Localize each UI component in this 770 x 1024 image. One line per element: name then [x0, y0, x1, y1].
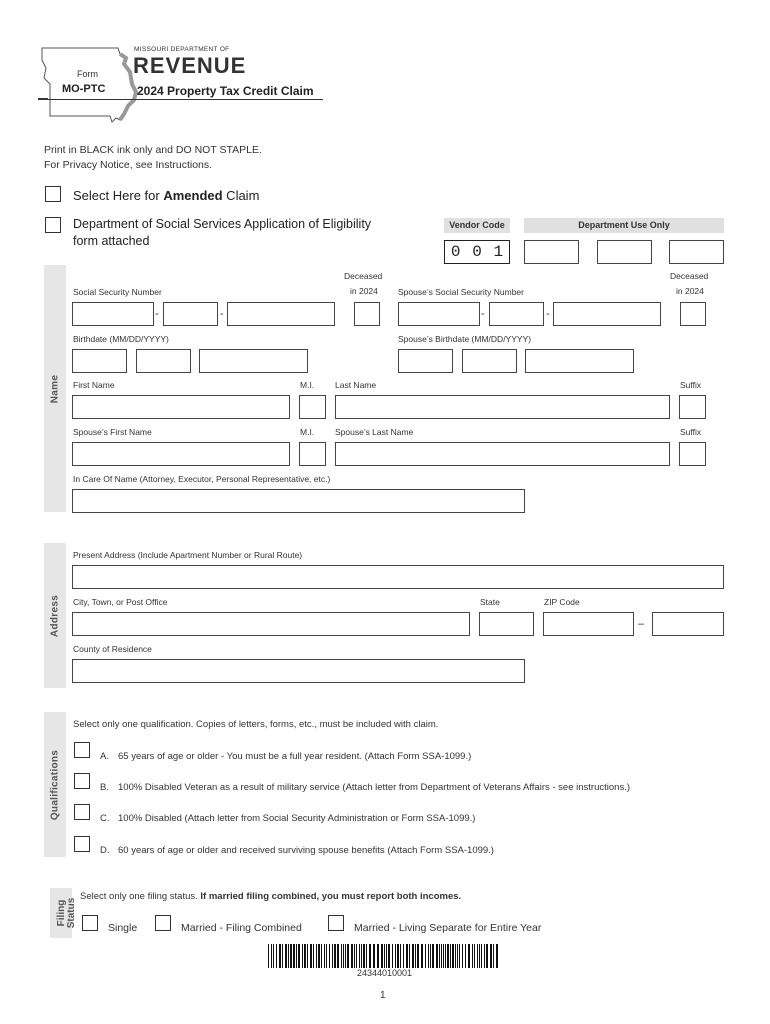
filing-status-label-1: Filing: [55, 899, 67, 927]
ssn-dash: -: [155, 308, 159, 320]
barcode-bar: [296, 944, 297, 968]
state-label: State: [480, 597, 500, 607]
barcode-bar: [468, 944, 470, 968]
birthdate-label: Birthdate (MM/DD/YYYY): [73, 334, 169, 344]
filing-married-separate-label: Married - Living Separate for Entire Year: [354, 922, 542, 934]
zip-label: ZIP Code: [544, 597, 580, 607]
ssn-dash: -: [220, 308, 224, 320]
barcode-bar: [329, 944, 330, 968]
qualification-d-checkbox[interactable]: [74, 836, 90, 852]
amended-label: [73, 188, 259, 203]
barcode-bar: [276, 944, 277, 968]
barcode-bar: [388, 944, 390, 968]
name-section-label: Name: [49, 374, 61, 403]
barcode-bar: [409, 944, 410, 968]
vendor-code-label: Vendor Code: [449, 220, 505, 230]
barcode-bar: [354, 944, 355, 968]
qualification-b-letter: B.: [100, 782, 109, 793]
barcode-bar: [447, 944, 449, 968]
dss-label-line1: Department of Social Services Application of Eligibility: [73, 217, 372, 231]
birthdate-year[interactable]: [199, 349, 308, 373]
barcode-bar: [406, 944, 408, 968]
spouse-ssn-label: Spouse’s Social Security Number: [398, 287, 524, 297]
birthdate-day[interactable]: [136, 349, 191, 373]
barcode-bar: [428, 944, 429, 968]
barcode-bar: [345, 944, 346, 968]
instruction-ink: Print in BLACK ink only and DO NOT STAPLE.: [44, 144, 262, 156]
form-id: MO-PTC: [62, 83, 106, 95]
dss-label-line2: form attached: [73, 234, 150, 248]
barcode-bar: [450, 944, 451, 968]
barcode-bar: [415, 944, 416, 968]
amended-bold: Amended: [163, 188, 223, 203]
state-field[interactable]: [479, 612, 534, 636]
dss-checkbox[interactable]: [45, 217, 61, 233]
barcode-bar: [356, 944, 357, 968]
barcode-bar: [439, 944, 440, 968]
mi-label: M.I.: [300, 380, 315, 390]
city-label: City, Town, or Post Office: [73, 597, 168, 607]
spouse-suffix-field[interactable]: [679, 442, 706, 466]
spouse-mi-label: M.I.: [300, 427, 315, 437]
deceased-label: Deceased: [344, 271, 383, 281]
barcode-bar: [302, 944, 303, 968]
barcode-bar: [373, 944, 375, 968]
spouse-last-name-label: Spouse’s Last Name: [335, 427, 414, 437]
barcode-bar: [425, 944, 426, 968]
spouse-birthdate-day[interactable]: [462, 349, 517, 373]
qualification-d-text: 60 years of age or older and received surviving spouse benefits (Attach Form SSA-1099.): [118, 845, 494, 856]
vendor-digit: 1: [493, 243, 504, 261]
barcode-bar: [436, 944, 438, 968]
barcode-bar: [445, 944, 446, 968]
barcode-bar: [307, 944, 308, 968]
spouse-mi-field[interactable]: [299, 442, 326, 466]
amended-checkbox[interactable]: [45, 186, 61, 202]
barcode-bar: [310, 944, 312, 968]
spouse-ssn-field-1[interactable]: [398, 302, 480, 326]
filing-married-separate-checkbox[interactable]: [328, 915, 344, 931]
barcode-bar: [321, 944, 322, 968]
spouse-suffix-label: Suffix: [680, 427, 702, 437]
barcode-bar: [318, 944, 320, 968]
vendor-digit: 0: [472, 243, 482, 261]
filing-married-combined-label: Married - Filing Combined: [181, 922, 302, 934]
header-rule: [38, 99, 323, 100]
zip-dash: –: [638, 618, 645, 630]
qualifications-intro: Select only one qualification. Copies of letters, forms, etc., must be included with claim.: [73, 719, 439, 730]
barcode-bar: [377, 944, 379, 968]
qualification-a-letter: A.: [100, 751, 109, 762]
barcode-bar: [443, 944, 444, 968]
spouse-birthdate-label: Spouse’s Birthdate (MM/DD/YYYY): [398, 334, 532, 344]
barcode-bar: [384, 944, 385, 968]
barcode-bar: [400, 944, 401, 968]
first-name-label: First Name: [73, 380, 115, 390]
barcode-bar: [395, 944, 396, 968]
barcode-bar: [268, 944, 269, 968]
barcode-bar: [421, 944, 423, 968]
care-of-label: In Care Of Name (Attorney, Executor, Personal Representative, etc.): [73, 474, 331, 484]
barcode-bar: [359, 944, 360, 968]
barcode-bar: [316, 944, 317, 968]
barcode-bar: [366, 944, 367, 968]
barcode-bar: [271, 944, 272, 968]
dept-use-field-2[interactable]: [597, 240, 652, 264]
agency-logo-wordmark: REVENUE: [133, 53, 247, 78]
qualifications-section-tab: [44, 712, 66, 857]
county-label: County of Residence: [73, 644, 152, 654]
filing-status-intro-bold: If married filing combined, you must report both incomes.: [200, 891, 462, 902]
barcode-bar: [412, 944, 414, 968]
barcode-bar: [324, 944, 325, 968]
qualification-a-text: 65 years of age or older - You must be a full year resident. (Attach Form SSA-1099.): [118, 751, 472, 762]
vendor-digit: 0: [450, 243, 461, 261]
suffix-label: Suffix: [680, 380, 702, 390]
barcode-bar: [279, 944, 281, 968]
barcode-bar: [341, 944, 342, 968]
barcode-bar: [459, 944, 460, 968]
present-address-label: Present Address (Include Apartment Number or Rural Route): [73, 550, 303, 560]
qualification-a-checkbox[interactable]: [74, 742, 90, 758]
spouse-deceased-checkbox[interactable]: [680, 302, 706, 326]
address-section-label: Address: [49, 594, 61, 637]
barcode-bar: [490, 944, 492, 968]
barcode-bar: [298, 944, 300, 968]
barcode-bar: [282, 944, 283, 968]
barcode-bar: [477, 944, 478, 968]
barcode-bar: [332, 944, 333, 968]
barcode-bar: [496, 944, 498, 968]
filing-status-intro-plain: Select only one filing status.: [80, 891, 201, 902]
qualification-c-checkbox[interactable]: [74, 804, 90, 820]
header-tick: [38, 98, 48, 100]
ssn-field-2[interactable]: [163, 302, 218, 326]
filing-status-intro: [80, 891, 461, 902]
barcode-bar: [441, 944, 442, 968]
barcode-bar: [361, 944, 362, 968]
city-field[interactable]: [72, 612, 470, 636]
barcode-bar: [397, 944, 399, 968]
suffix-field[interactable]: [679, 395, 706, 419]
spouse-deceased-label-year: in 2024: [676, 286, 704, 296]
county-field[interactable]: [72, 659, 525, 683]
spouse-ssn-dash: -: [546, 308, 550, 320]
barcode-bar: [386, 944, 387, 968]
zip-field[interactable]: [543, 612, 634, 636]
barcode-bar: [363, 944, 365, 968]
dept-use-field-3[interactable]: [669, 240, 724, 264]
dept-use-label: Department Use Only: [578, 220, 670, 230]
barcode-bar: [452, 944, 454, 968]
barcode-bar: [285, 944, 287, 968]
agency-small-label: MISSOURI DEPARTMENT OF: [134, 46, 230, 53]
barcode-bar: [430, 944, 431, 968]
last-name-field[interactable]: [335, 395, 670, 419]
barcode-bar: [273, 944, 274, 968]
barcode-bar: [484, 944, 485, 968]
birthdate-month[interactable]: [72, 349, 127, 373]
deceased-label-year: in 2024: [350, 286, 378, 296]
qualifications-section-label: Qualifications: [49, 749, 61, 820]
barcode-bar: [457, 944, 458, 968]
amended-prefix: Select Here for: [73, 188, 164, 203]
last-name-label: Last Name: [335, 380, 377, 390]
filing-married-combined-checkbox[interactable]: [155, 915, 171, 931]
spouse-birthdate-year[interactable]: [525, 349, 634, 373]
instruction-privacy: For Privacy Notice, see Instructions.: [44, 159, 213, 171]
page-number: 1: [380, 990, 386, 1001]
ssn-field-1[interactable]: [72, 302, 154, 326]
qualification-c-letter: C.: [100, 813, 110, 824]
barcode-bar: [486, 944, 488, 968]
amended-suffix: Claim: [222, 188, 260, 203]
deceased-checkbox[interactable]: [354, 302, 380, 326]
barcode-bar: [462, 944, 463, 968]
barcode-bar: [290, 944, 292, 968]
form-title: 2024 Property Tax Credit Claim: [137, 84, 314, 98]
qualification-c-text: 100% Disabled (Attach letter from Social Security Administration or Form SSA-1099.): [118, 813, 476, 824]
barcode-bar: [432, 944, 434, 968]
barcode-bar: [479, 944, 480, 968]
form-word: Form: [77, 69, 98, 79]
barcode-bar: [455, 944, 456, 968]
spouse-ssn-field-2[interactable]: [489, 302, 544, 326]
qualification-b-checkbox[interactable]: [74, 773, 90, 789]
barcode-bar: [392, 944, 393, 968]
name-section-tab: [44, 265, 66, 512]
barcode: [268, 944, 501, 968]
barcode-bar: [293, 944, 295, 968]
filing-single-label: Single: [108, 922, 138, 934]
barcode-bar: [343, 944, 344, 968]
spouse-ssn-dash: -: [481, 308, 485, 320]
barcode-bar: [493, 944, 494, 968]
barcode-bar: [337, 944, 339, 968]
spouse-birthdate-month[interactable]: [398, 349, 453, 373]
spouse-deceased-label: Deceased: [670, 271, 709, 281]
dept-use-field-1[interactable]: [524, 240, 579, 264]
spouse-first-name-label: Spouse’s First Name: [73, 427, 152, 437]
spouse-first-name-field[interactable]: [72, 442, 290, 466]
filing-status-label-2: Status: [65, 897, 77, 929]
ssn-label: Social Security Number: [73, 287, 162, 297]
barcode-bar: [347, 944, 349, 968]
barcode-bar: [304, 944, 306, 968]
mi-field[interactable]: [299, 395, 326, 419]
filing-single-checkbox[interactable]: [82, 915, 98, 931]
barcode-bar: [474, 944, 475, 968]
present-address-field[interactable]: [72, 565, 724, 589]
barcode-bar: [313, 944, 314, 968]
barcode-bar: [369, 944, 371, 968]
barcode-bar: [288, 944, 289, 968]
barcode-bar: [334, 944, 336, 968]
qualification-b-text: 100% Disabled Veteran as a result of military service (Attach letter from Department of Veterans Affairs - see instructions.): [118, 782, 630, 793]
barcode-number: 24344010001: [356, 968, 413, 978]
barcode-bar: [465, 944, 466, 968]
barcode-bar: [381, 944, 383, 968]
barcode-bar: [351, 944, 353, 968]
barcode-bar: [403, 944, 404, 968]
first-name-field[interactable]: [72, 395, 290, 419]
spouse-last-name-field[interactable]: [335, 442, 670, 466]
barcode-bar: [417, 944, 419, 968]
address-section-tab: [44, 543, 66, 688]
spouse-ssn-field-3[interactable]: [553, 302, 661, 326]
zip-extension-field[interactable]: [652, 612, 724, 636]
qualification-d-letter: D.: [100, 845, 110, 856]
filing-status-section-tab: [50, 888, 77, 938]
barcode-bar: [481, 944, 482, 968]
barcode-bar: [326, 944, 327, 968]
barcode-bar: [472, 944, 473, 968]
ssn-field-3[interactable]: [227, 302, 335, 326]
vendor-code-field[interactable]: [444, 240, 510, 264]
care-of-field[interactable]: [72, 489, 525, 513]
